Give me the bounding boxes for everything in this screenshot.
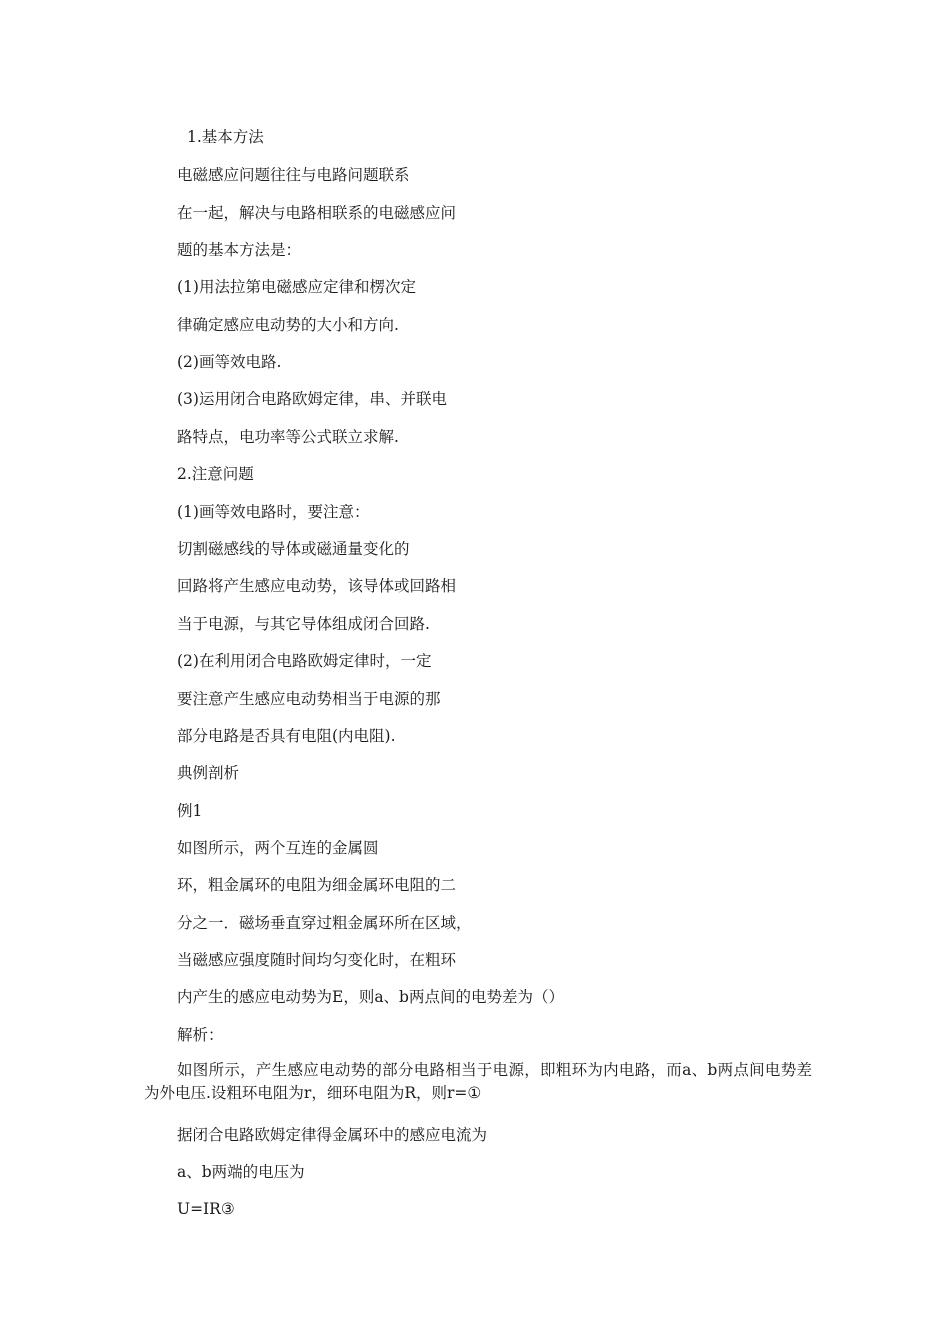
text-line: 据闭合电路欧姆定律得金属环中的感应电流为 <box>177 1126 488 1144</box>
text-line: 电磁感应问题往往与电路问题联系 <box>177 166 410 184</box>
section-heading-examples: 典例剖析 <box>177 764 240 782</box>
section-heading-basic-method: 1.基本方法 <box>187 128 264 146</box>
text-line: 分之一．磁场垂直穿过粗金属环所在区域， <box>177 914 472 932</box>
text-line: (1)用法拉第电磁感应定律和楞次定 <box>177 278 416 296</box>
text-line: 律确定感应电动势的大小和方向. <box>177 316 399 334</box>
text-line: 当磁感应强度随时间均匀变化时，在粗环 <box>177 951 457 969</box>
text-line: 当于电源，与其它导体组成闭合回路. <box>177 615 430 633</box>
text-line: 回路将产生感应电动势，该导体或回路相 <box>177 577 457 595</box>
formula-line: U=IR③ <box>177 1200 235 1218</box>
text-line: 内产生的感应电动势为E，则a、b两点间的电势差为（） <box>177 988 564 1006</box>
section-heading-notes: 2.注意问题 <box>177 465 254 483</box>
text-line: 环，粗金属环的电阻为细金属环电阻的二 <box>177 876 457 894</box>
text-line: 如图所示，两个互连的金属圆 <box>177 839 379 857</box>
analysis-label: 解析： <box>177 1026 224 1044</box>
text-line: (2)在利用闭合电路欧姆定律时，一定 <box>177 652 432 670</box>
text-line: 部分电路是否具有电阻(内电阻). <box>177 727 396 745</box>
text-line: (2)画等效电路. <box>177 353 282 371</box>
text-line: a、b两端的电压为 <box>177 1163 305 1181</box>
text-line: 路特点，电功率等公式联立求解. <box>177 428 399 446</box>
analysis-paragraph: 如图所示，产生感应电动势的部分电路相当于电源，即粗环为内电路，而a、b两点间电势差为外电压.设粗环电阻为r，细环电阻为R，则r=① <box>144 1061 812 1102</box>
text-line: 要注意产生感应电动势相当于电源的那 <box>177 690 441 708</box>
text-line: (3)运用闭合电路欧姆定律，串、并联电 <box>177 390 447 408</box>
example-label: 例1 <box>177 802 203 820</box>
text-line: 题的基本方法是： <box>177 241 302 259</box>
text-line: 切割磁感线的导体或磁通量变化的 <box>177 540 410 558</box>
text-line: (1)画等效电路时，要注意： <box>177 503 370 521</box>
text-line: 在一起，解决与电路相联系的电磁感应问 <box>177 204 457 222</box>
